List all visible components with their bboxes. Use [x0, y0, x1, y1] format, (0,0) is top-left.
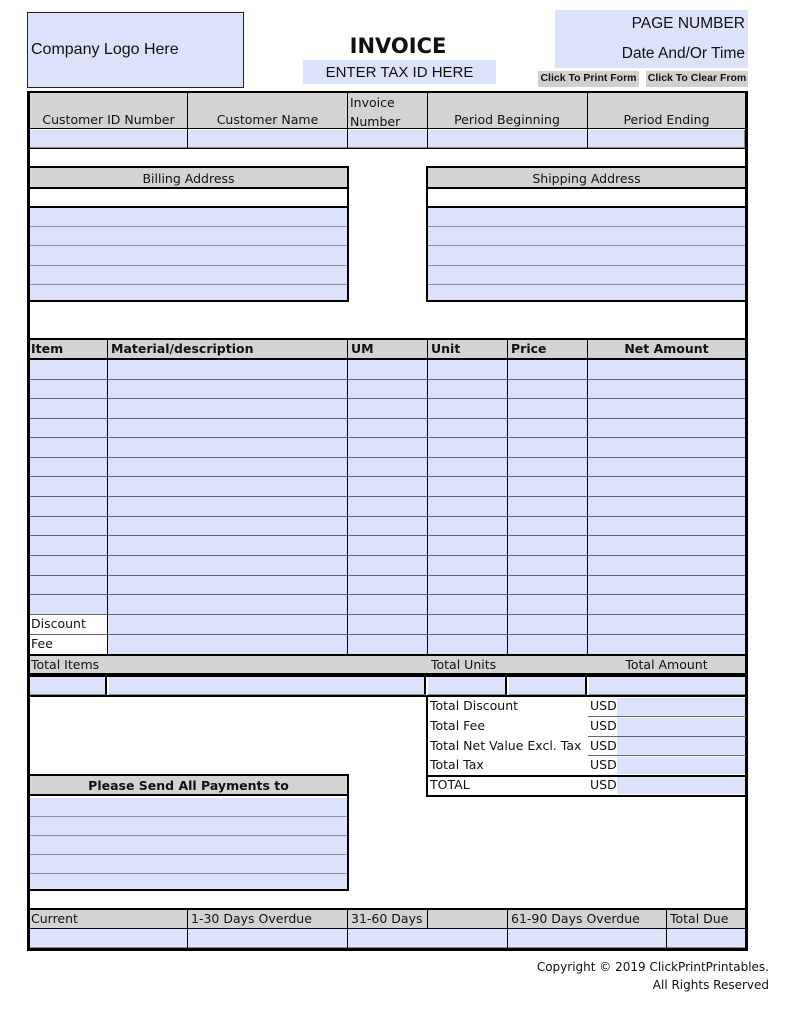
invoice-number-header: Invoice Number	[350, 95, 401, 129]
company-logo-label: Company Logo Here	[31, 41, 179, 58]
shipping-line-5[interactable]	[428, 285, 745, 300]
invoice-number-input[interactable]	[348, 130, 428, 148]
shipping-address-box	[426, 166, 747, 302]
unit-header: Unit	[431, 341, 461, 356]
total-units-label: Total Units	[431, 657, 497, 672]
payments-header: Please Send All Payments to	[30, 776, 347, 796]
total-amount-label: Total Amount	[625, 657, 708, 672]
rights-text: All Rights Reserved	[652, 978, 769, 992]
currency-tax: USD	[590, 757, 617, 772]
print-form-button[interactable]: Click To Print Form	[538, 71, 639, 87]
payment-line-3[interactable]	[30, 836, 347, 855]
total-discount-label: Total Discount	[430, 698, 519, 713]
period-beginning-header: Period Beginning	[454, 112, 560, 127]
period-ending-input[interactable]	[588, 130, 745, 148]
total-net-value-input[interactable]	[617, 737, 745, 755]
total-units-input[interactable]	[428, 677, 507, 695]
billing-line-3[interactable]	[30, 246, 347, 266]
total-tax-label: Total Tax	[430, 757, 484, 772]
total-fee-label: Total Fee	[430, 718, 486, 733]
tax-id-label: ENTER TAX ID HERE	[325, 64, 474, 81]
invoice-title: INVOICE	[349, 34, 447, 58]
aging-current-input[interactable]	[30, 929, 188, 948]
billing-line-2[interactable]	[30, 227, 347, 246]
items-grid[interactable]	[30, 360, 745, 655]
total-tax-input[interactable]	[617, 757, 745, 774]
grand-total-input[interactable]	[617, 777, 745, 794]
payment-line-5[interactable]	[30, 874, 347, 889]
total-items-label: Total Items	[31, 657, 100, 672]
payment-line-1[interactable]	[30, 798, 347, 817]
aging-31-60-header: 31-60 Days	[351, 911, 423, 926]
billing-line-5[interactable]	[30, 285, 347, 300]
total-items-input[interactable]	[30, 677, 107, 695]
total-discount-input[interactable]	[617, 698, 745, 716]
tax-id-field[interactable]	[303, 60, 496, 84]
discount-label: Discount	[31, 616, 86, 631]
customer-name-header: Customer Name	[216, 112, 319, 127]
aging-61-90-input[interactable]	[508, 929, 667, 948]
period-beginning-input[interactable]	[428, 130, 588, 148]
um-header: UM	[351, 341, 374, 356]
aging-1-30-header: 1-30 Days Overdue	[191, 911, 312, 926]
aging-61-90-header: 61-90 Days Overdue	[511, 911, 640, 926]
aging-total-due-input[interactable]	[667, 929, 745, 948]
date-time: Date And/Or Time	[621, 45, 745, 62]
fee-label: Fee	[31, 636, 53, 651]
shipping-address-header: Shipping Address	[428, 168, 745, 189]
total-amount-input[interactable]	[589, 677, 745, 695]
billing-line-4[interactable]	[30, 266, 347, 285]
total-net-value-label: Total Net Value Excl. Tax	[430, 738, 582, 753]
billing-line-1[interactable]	[30, 207, 347, 227]
copyright-text: Copyright © 2019 ClickPrintPrintables.	[536, 960, 769, 974]
currency-discount: USD	[590, 698, 617, 713]
currency-fee: USD	[590, 718, 617, 733]
total-units-extra-input[interactable]	[509, 677, 587, 695]
item-header: Item	[31, 341, 64, 356]
description-header: Material/description	[111, 341, 254, 356]
shipping-line-2[interactable]	[428, 227, 745, 246]
total-items-extra-input[interactable]	[109, 677, 426, 695]
payments-box	[28, 774, 349, 891]
customer-id-header: Customer ID Number	[42, 112, 175, 127]
payment-line-2[interactable]	[30, 817, 347, 836]
customer-name-input[interactable]	[188, 130, 348, 148]
billing-address-header: Billing Address	[30, 168, 347, 189]
net-amount-header: Net Amount	[624, 341, 709, 356]
billing-address-box	[28, 166, 349, 302]
currency-total: USD	[590, 777, 617, 792]
aging-1-30-input[interactable]	[188, 929, 348, 948]
customer-id-input[interactable]	[30, 130, 188, 148]
price-header: Price	[511, 341, 547, 356]
total-fee-input[interactable]	[617, 718, 745, 736]
shipping-line-3[interactable]	[428, 246, 745, 266]
page-number: PAGE NUMBER	[631, 15, 745, 32]
grand-total-label: TOTAL	[430, 777, 470, 792]
currency-net: USD	[590, 738, 617, 753]
clear-form-button[interactable]: Click To Clear From	[646, 71, 748, 87]
payment-line-4[interactable]	[30, 855, 347, 874]
company-logo-box[interactable]	[27, 12, 244, 88]
shipping-line-1[interactable]	[428, 207, 745, 227]
aging-current-header: Current	[31, 911, 78, 926]
page-info-box[interactable]	[555, 10, 748, 68]
aging-31-60-input[interactable]	[348, 929, 508, 948]
shipping-line-4[interactable]	[428, 266, 745, 285]
aging-total-due-header: Total Due	[670, 911, 729, 926]
period-ending-header: Period Ending	[623, 112, 710, 127]
